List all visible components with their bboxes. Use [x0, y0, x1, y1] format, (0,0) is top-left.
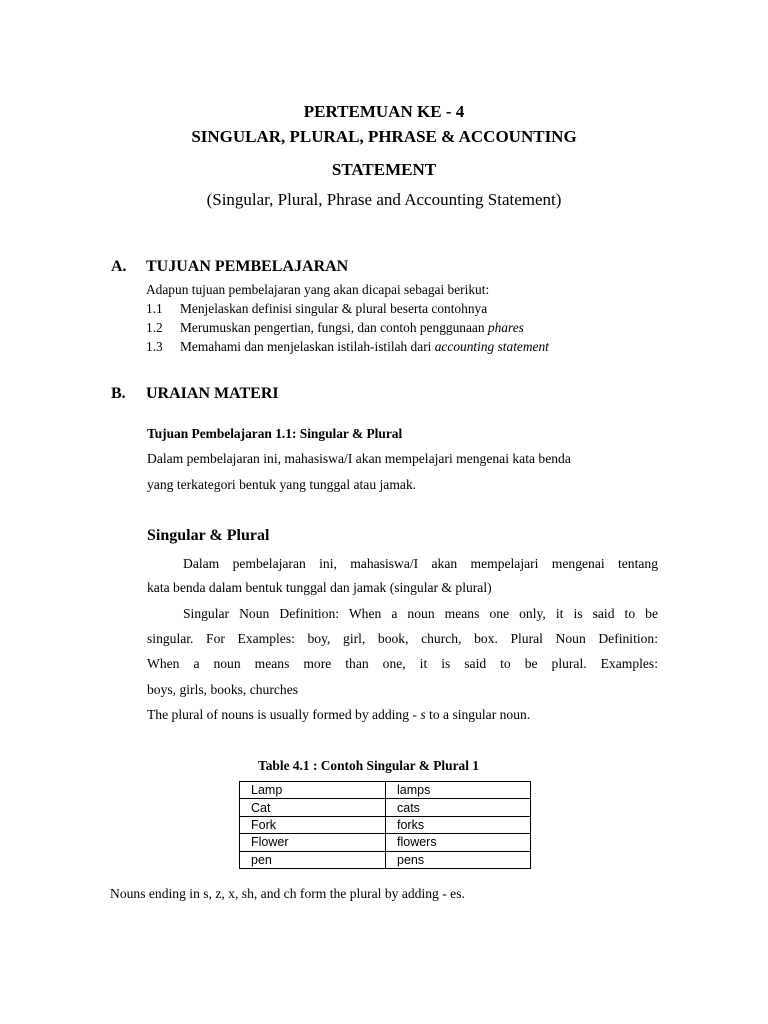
- objective-emphasis: accounting statement: [434, 339, 549, 354]
- plural-cell: cats: [386, 799, 531, 816]
- paragraph-line: Dalam pembelajaran ini, mahasiswa/I akan mempelajari mengenai tentang: [183, 556, 658, 571]
- objective-description-line: yang terkategori bentuk yang tunggal atau jamak.: [147, 477, 417, 492]
- singular-cell: pen: [240, 851, 386, 868]
- table-row: [240, 834, 531, 851]
- section-b-letter: B.: [111, 385, 126, 402]
- plural-cell: lamps: [386, 782, 531, 799]
- singular-cell: Lamp: [240, 782, 386, 799]
- table-row: [240, 782, 531, 799]
- section-a-letter: A.: [111, 258, 127, 275]
- table-caption: Table 4.1 : Contoh Singular & Plural 1: [258, 758, 479, 773]
- plural-rule-text: The plural of nouns is usually formed by adding -: [147, 707, 421, 722]
- singular-cell: Fork: [240, 816, 386, 833]
- objective-text: Menjelaskan definisi singular & plural beserta contohnya: [180, 301, 488, 316]
- page-subtitle: (Singular, Plural, Phrase and Accounting Statement): [206, 190, 562, 209]
- section-a-intro: Adapun tujuan pembelajaran yang akan dicapai sebagai berikut:: [146, 282, 490, 297]
- objective-number: 1.1: [146, 301, 163, 316]
- paragraph-line: kata benda dalam bentuk tunggal dan jamak (singular & plural): [147, 580, 492, 595]
- objective-number: 1.3: [146, 339, 163, 354]
- page-title-line1: PERTEMUAN KE - 4: [303, 102, 465, 121]
- objective-item: [180, 339, 549, 355]
- paragraph-line: singular. For Examples: boy, girl, book, church, box. Plural Noun Definition:: [147, 631, 658, 646]
- objective-heading: Tujuan Pembelajaran 1.1: Singular & Plural: [147, 426, 403, 441]
- objective-number: 1.2: [146, 320, 163, 335]
- closing-sentence: Nouns ending in s, z, x, sh, and ch form the plural by adding - es.: [110, 886, 465, 901]
- table-row: [240, 799, 531, 816]
- singular-cell: Flower: [240, 834, 386, 851]
- plural-rule-line: [147, 707, 530, 723]
- singular-plural-table: [239, 781, 531, 869]
- page-title-line2: SINGULAR, PLURAL, PHRASE & ACCOUNTING: [191, 127, 577, 146]
- plural-rule-suffix: s: [420, 707, 426, 722]
- paragraph-line: boys, girls, books, churches: [147, 682, 299, 697]
- plural-cell: pens: [386, 851, 531, 868]
- objective-text: Memahami dan menjelaskan istilah-istilah dari: [180, 339, 435, 354]
- table-row: [240, 851, 531, 868]
- section-b-title: URAIAN MATERI: [146, 385, 279, 402]
- plural-cell: forks: [386, 816, 531, 833]
- paragraph-line: When a noun means more than one, it is said to be plural. Examples:: [147, 656, 658, 671]
- objective-item: [180, 301, 487, 317]
- table-row: [240, 816, 531, 833]
- plural-rule-text: to a singular noun.: [425, 707, 531, 722]
- singular-cell: Cat: [240, 799, 386, 816]
- page-title-line3: STATEMENT: [331, 160, 437, 179]
- objective-description-line: Dalam pembelajaran ini, mahasiswa/I akan mempelajari mengenai kata benda: [147, 451, 571, 466]
- section-a-title: TUJUAN PEMBELAJARAN: [146, 258, 349, 275]
- objective-text: Merumuskan pengertian, fungsi, dan contoh penggunaan: [180, 320, 488, 335]
- objective-emphasis: phares: [487, 320, 524, 335]
- objective-item: [180, 320, 524, 336]
- plural-cell: flowers: [386, 834, 531, 851]
- paragraph-line: Singular Noun Definition: When a noun means one only, it is said to be: [183, 606, 658, 621]
- subheading-singular-plural: Singular & Plural: [147, 527, 270, 544]
